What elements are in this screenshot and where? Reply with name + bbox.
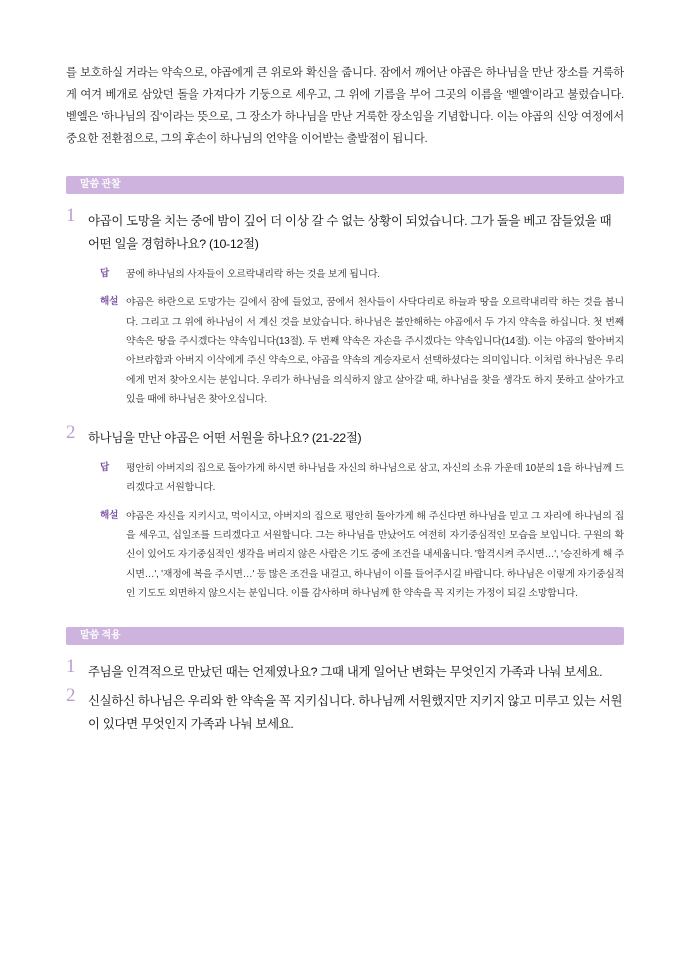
question-text: 야곱이 도망을 치는 중에 밤이 깊어 더 이상 갈 수 없는 상황이 되었습니다. 그가 돌을 베고 잠들었을 때 어떤 일을 경험하나요? (10-12절) <box>88 214 612 251</box>
answer-row <box>88 459 624 498</box>
answer-tag: 답 <box>100 267 110 279</box>
section-heading-application <box>66 627 624 645</box>
explanation-tag: 해설 <box>100 509 119 521</box>
explanation-row <box>88 507 624 604</box>
explanation-text: 야곱은 하란으로 도망가는 길에서 잠에 들었고, 꿈에서 천사들이 사닥다리로 하늘과 땅을 오르락내리락 하는 것을 봅니다. 그리고 그 위에 하나님이 서 계신 것을 보았습니다. 하나님은 불안해하는 야곱에서 두 가지 약속을 하십니다. 첫 번째 약속은 땅을 주시겠다는 약속입니다(13절). 두 번째 약속은 자손을 주시겠다는 약속입니다(14절). 이는 야곱의 할아버지 아브라함과 아버지 이삭에게 주신 약속으로, 야곱을 약속의 계승자로서 선택하셨다는 의미입니다. 이처럼 하나님은 우리에게 먼저 찾아오시는 분입니다. 우리가 하나님을 의식하지 않고 살아갈 때, 하나님을 찾을 생각도 하지 못하고 살아가고 있을 때에 하나님은 찾아오십니다. <box>126 297 624 405</box>
answer-text: 평안히 아버지의 집으로 돌아가게 하시면 하나님을 자신의 하나님으로 삼고, 자신의 소유 가운데 10분의 1을 하나님께 드리겠다고 서원합니다. <box>126 463 624 494</box>
application-text: 주님을 인격적으로 만났던 때는 언제였나요? 그때 내게 일어난 변화는 무엇인지 가족과 나눠 보세요. <box>88 665 603 680</box>
section-heading-label: 말씀 관찰 <box>80 179 121 191</box>
answer-tag: 답 <box>100 462 110 474</box>
application-item <box>66 656 624 684</box>
section-heading-label: 말씀 적용 <box>80 630 121 642</box>
question-block <box>66 422 624 603</box>
application-number: 2 <box>66 685 76 707</box>
answer-row <box>88 265 624 284</box>
intro-paragraph: 를 보호하실 거라는 약속으로, 야곱에게 큰 위로와 확신을 줍니다. 잠에서 깨어난 야곱은 하나님을 만난 장소를 거룩하게 여겨 베개로 삼았던 돌을 가져다가 기둥으로 세우고, 그 위에 기름을 부어 그곳의 이름을 '벧엘'이라고 불렀습니다. 벧엘은 '하나님의 집'이라는 뜻으로, 그 장소가 하나님을 만난 거룩한 장소임을 기념합니다. 이는 야곱의 신앙 여정에서 중요한 전환점으로, 그의 후손이 하나님의 언약을 이어받는 출발점이 됩니다. <box>66 67 624 146</box>
explanation-text: 야곱은 자신을 지키시고, 먹이시고, 아버지의 집으로 평안히 돌아가게 해 주신다면 하나님을 믿고 그 자리에 하나님의 집을 세우고, 십일조를 드리겠다고 서원합니다. 그는 하나님을 만났어도 여전히 자기중심적인 모습을 보입니다. 구원의 확신이 있어도 자기중심적인 생각을 버리지 않은 사람은 기도 중에 조건을 내세웁니다. '합격시켜 주시면…', '승진하게 해 주시면…', '재정에 복을 주시면…' 등 많은 조건을 내걸고, 하나님이 이를 들어주시길 바랍니다. 하나님은 이렇게 자기중심적인 기도도 외면하지 않으시는 분입니다. 이를 감사하며 하나님께 한 약속을 꼭 지키는 가정이 되길 소망합니다. <box>126 510 624 599</box>
question-block <box>66 205 624 409</box>
section-heading-observation <box>66 176 624 194</box>
application-number: 1 <box>66 656 76 678</box>
question-number: 1 <box>66 205 76 227</box>
explanation-row <box>88 293 624 409</box>
question-text: 하나님을 만난 야곱은 어떤 서원을 하나요? (21-22절) <box>88 431 362 446</box>
application-item <box>66 685 624 736</box>
explanation-tag: 해설 <box>100 296 119 308</box>
application-text: 신실하신 하나님은 우리와 한 약속을 꼭 지키십니다. 하나님께 서원했지만 지키지 않고 미루고 있는 서원이 있다면 무엇인지 가족과 나눠 보세요. <box>88 694 623 732</box>
question-number: 2 <box>66 422 76 444</box>
answer-text: 꿈에 하나님의 사자들이 오르락내리락 하는 것을 보게 됩니다. <box>126 268 380 280</box>
